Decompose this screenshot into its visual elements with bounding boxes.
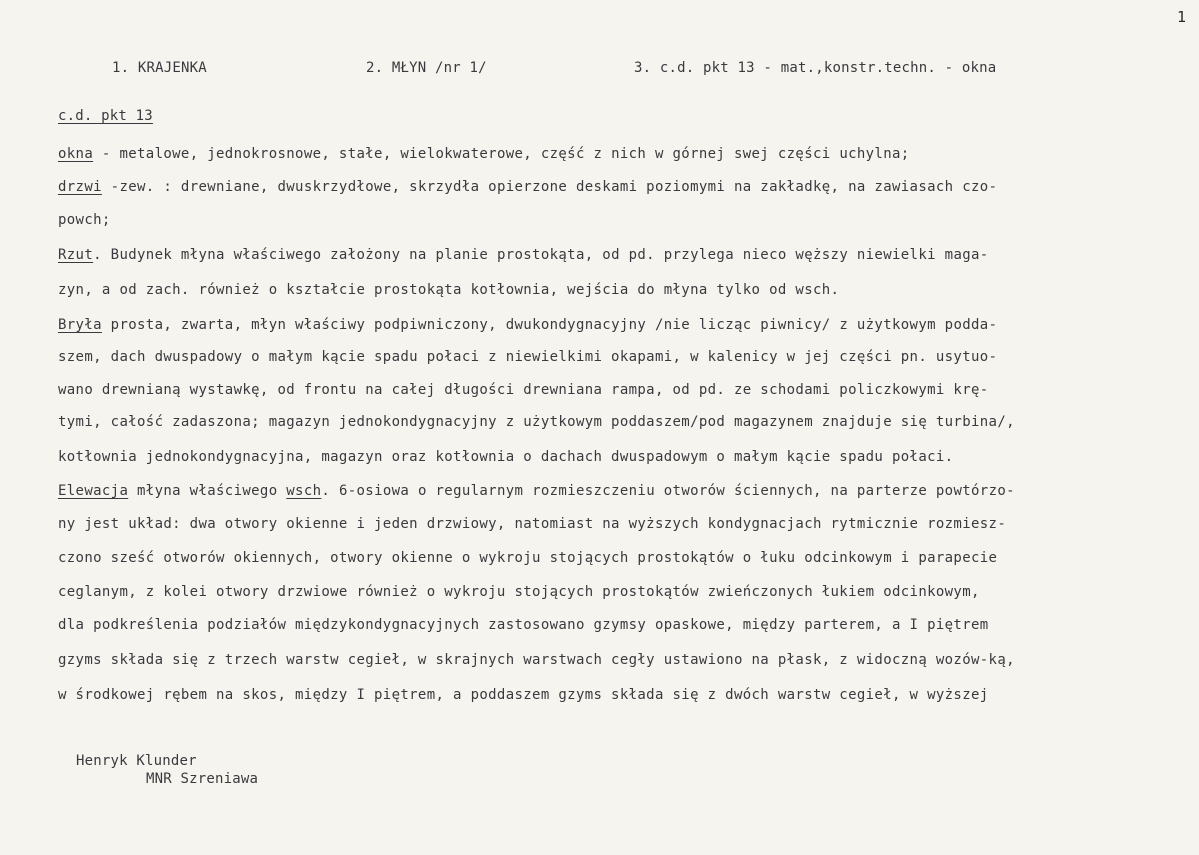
page-number: 1 — [1177, 8, 1187, 26]
line-text: wano drewnianą wystawkę, od frontu na całej długości drewniana rampa, od pd. ze schodami policzkowymi krę- — [58, 382, 989, 398]
text-line — [58, 483, 1015, 499]
line-text: . Budynek młyna właściwego założony na planie prostokąta, od pd. przylega nieco węższy niewielki maga- — [93, 247, 989, 263]
text-line — [58, 179, 997, 195]
text-line — [58, 282, 839, 298]
text-line — [58, 146, 910, 162]
text-line — [58, 382, 989, 398]
line-text: powch; — [58, 212, 111, 228]
line-text: dla podkreślenia podziałów międzykondygnacyjnych zastosowano gzymsy opaskowe, między parterem, a I piętrem — [58, 617, 989, 633]
signature-name: Henryk Klunder — [76, 753, 197, 769]
header-location: 1. KRAJENKA — [112, 60, 207, 76]
line-text: -zew. : drewniane, dwuskrzydłowe, skrzydła opierzone deskami poziomymi na zakładkę, na zawiasach czo- — [101, 179, 998, 195]
text-line — [58, 550, 997, 566]
text-line — [58, 349, 997, 365]
line-text: - metalowe, jednokrosnowe, stałe, wielokwaterowe, część z nich w górnej swej części uchylna; — [93, 146, 910, 162]
text-line — [58, 516, 1006, 532]
line-lead: okna — [58, 146, 94, 162]
text-line — [58, 687, 989, 703]
text-line — [58, 317, 997, 333]
header-topic: 3. c.d. pkt 13 - mat.,konstr.techn. - okna — [634, 60, 997, 76]
line-text: prosta, zwarta, młyn właściwy podpiwniczony, dwukondygnacyjny /nie licząc piwnicy/ z użytkowym podda- — [101, 317, 998, 333]
line-text: w środkowej rębem na skos, między I piętrem, a poddaszem gzyms składa się z dwóch warstw cegieł, w wyższej — [58, 687, 989, 703]
line-text: zyn, a od zach. również o kształcie prostokąta kotłownia, wejścia do młyna tylko od wsch. — [58, 282, 840, 298]
line-lead: Elewacja — [58, 483, 129, 499]
line-lead: Rzut — [58, 247, 94, 263]
header-object: 2. MŁYN /nr 1/ — [366, 60, 487, 76]
text-line — [58, 617, 989, 633]
line-lead: wsch — [286, 483, 322, 499]
line-lead: Bryła — [58, 317, 102, 333]
line-text: tymi, całość zadaszona; magazyn jednokondygnacyjny z użytkowym poddaszem/pod magazynem znajduje się turbina/, — [58, 414, 1015, 430]
text-line — [58, 212, 111, 228]
text-line — [58, 414, 1015, 430]
line-text: młyna właściwego — [128, 483, 287, 499]
text-line — [58, 247, 989, 263]
line-text: szem, dach dwuspadowy o małym kącie spadu połaci z niewielkimi okapami, w kalenicy w jej części pn. usytuo- — [58, 349, 998, 365]
line-text: kotłownia jednokondygnacyjna, magazyn oraz kotłownia o dachach dwuspadowym o małym kącie spadu połaci. — [58, 449, 954, 465]
line-text: ny jest układ: dwa otwory okienne i jeden drzwiowy, natomiast na wyższych kondygnacjach rytmicznie rozmiesz- — [58, 516, 1007, 532]
section-heading: c.d. pkt 13 — [58, 108, 153, 124]
line-text: . 6-osiowa o regularnym rozmieszczeniu otworów ściennych, na parterze powtórzo- — [321, 483, 1015, 499]
line-text: gzyms składa się z trzech warstw cegieł, w skrajnych warstwach cegły ustawiono na płask, z widoczną wozów-ką, — [58, 652, 1015, 668]
line-lead: drzwi — [58, 179, 102, 195]
text-line — [58, 449, 953, 465]
line-text: ceglanym, z kolei otwory drzwiowe również o wykroju stojących prostokątów zwieńczonych łukiem odcinkowym, — [58, 584, 980, 600]
line-text: czono sześć otworów okiennych, otwory okienne o wykroju stojących prostokątów o łuku odcinkowym i parapecie — [58, 550, 998, 566]
text-line — [58, 652, 1015, 668]
text-line — [58, 584, 980, 600]
signature-institution: MNR Szreniawa — [146, 771, 259, 787]
